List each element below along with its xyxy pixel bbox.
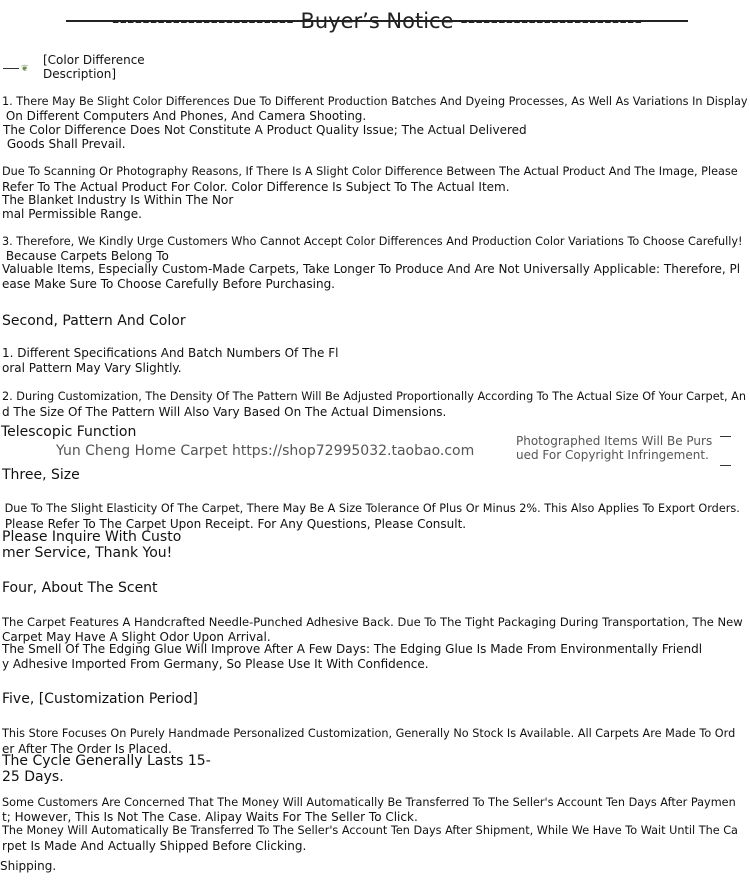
telescopic-label: Telescopic Function	[1, 424, 137, 440]
pattern-p1-line2: oral Pattern May Vary Slightly.	[2, 361, 182, 375]
customization-cycle-line2: 25 Days.	[2, 769, 64, 785]
pattern-p2-line1: 2. During Customization, The Density Of The Pattern Will Be Adjusted Proportionally According To The Actual Size Of Your Carpet, An	[2, 390, 746, 403]
color-p1-line1: 1. There May Be Slight Color Differences Due To Different Production Batches And Dyeing Processes, As Well As Variations In Display	[2, 95, 748, 108]
customization-p2-line1: Some Customers Are Concerned That The Money Will Automatically Be Transferred To The Seller's Account Ten Days After Paymen	[2, 796, 736, 809]
customization-p2-line2: t; However, This Is Not The Case. Alipay Waits For The Seller To Click.	[2, 810, 418, 824]
color-p1-line4: Goods Shall Prevail.	[3, 137, 126, 151]
customization-p2-line4: rpet Is Made And Actually Shipped Before Clicking.	[2, 839, 307, 853]
dash-mark-icon	[720, 436, 731, 437]
color-p1-line2: On Different Computers And Phones, And Camera Shooting.	[2, 109, 367, 123]
scent-p1-line1: The Carpet Features A Handcrafted Needle-Punched Adhesive Back. Due To The Tight Packaging During Transportation, The New	[2, 615, 743, 629]
size-p1-line1: Due To The Slight Elasticity Of The Carpet, There May Be A Size Tolerance Of Plus Or Minus 2%. This Also Applies To Export Orders.	[1, 502, 740, 515]
shop-watermark: Yun Cheng Home Carpet https://shop72995032.taobao.com	[56, 443, 475, 459]
pattern-heading: Second, Pattern And Color	[2, 313, 186, 329]
pattern-p2-line2: d The Size Of The Pattern Will Also Vary Based On The Actual Dimensions.	[2, 405, 447, 419]
customization-cycle-line1: The Cycle Generally Lasts 15-	[2, 753, 211, 769]
scent-p1-line2: Carpet May Have A Slight Odor Upon Arrival.	[2, 630, 271, 644]
size-inquire-line2: mer Service, Thank You!	[2, 545, 173, 561]
customization-p2-line3: The Money Will Automatically Be Transferred To The Seller's Account Ten Days After Shipment, While We Have To Wait Until The Ca	[2, 824, 738, 837]
color-p2-line3: The Blanket Industry Is Within The Nor	[2, 193, 234, 207]
copyright-line2: ued For Copyright Infringement.	[516, 448, 709, 462]
color-p3-line2: Because Carpets Belong To	[2, 249, 169, 263]
size-p1-line2: Please Refer To The Carpet Upon Receipt. For Any Questions, Please Consult.	[1, 517, 467, 531]
dash-mark-icon	[720, 465, 731, 466]
customization-p1-line1: This Store Focuses On Purely Handmade Personalized Customization, Generally No Stock Is Available. All Carpets Are Made To Ord	[2, 727, 736, 740]
color-p2-line4: mal Permissible Range.	[2, 207, 142, 221]
color-p3-line3: Valuable Items, Especially Custom-Made Carpets, Take Longer To Produce And Are Not Universally Applicable: Therefore, Pl	[2, 262, 741, 276]
color-p3-line1: 3. Therefore, We Kindly Urge Customers Who Cannot Accept Color Differences And Production Color Variations To Choose Carefully!	[2, 235, 743, 248]
color-p2-line1: Due To Scanning Or Photography Reasons, If There Is A Slight Color Difference Between The Actual Product And The Image, Please	[2, 165, 738, 178]
customization-heading: Five, [Customization Period]	[2, 691, 199, 707]
scent-p2-line2: y Adhesive Imported From Germany, So Please Use It With Confidence.	[2, 657, 429, 671]
color-difference-heading-1: [Color Difference	[43, 53, 145, 67]
scent-heading: Four, About The Scent	[2, 580, 158, 596]
color-p3-line4: ease Make Sure To Choose Carefully Before Purchasing.	[2, 277, 335, 291]
bullet-line-icon	[3, 68, 19, 69]
pattern-p1-line1: 1. Different Specifications And Batch Numbers Of The Fl	[2, 346, 339, 360]
leaf-icon: ❦	[21, 64, 29, 74]
customization-p2-line5: Shipping.	[0, 859, 57, 873]
color-p1-line3: The Color Difference Does Not Constitute A Product Quality Issue; The Actual Delivered	[3, 123, 527, 137]
color-difference-heading-2: Description]	[43, 67, 117, 81]
size-heading: Three, Size	[2, 467, 80, 483]
page-title: ------------------------ Buyer’s Notice ------------------------	[111, 9, 643, 33]
size-inquire-line1: Please Inquire With Custo	[2, 529, 182, 545]
copyright-line1: Photographed Items Will Be Purs	[516, 434, 713, 448]
color-p2-line2: Refer To The Actual Product For Color. Color Difference Is Subject To The Actual Item.	[2, 180, 510, 194]
scent-p2-line1: The Smell Of The Edging Glue Will Improve After A Few Days: The Edging Glue Is Made From Environmentally Friendl	[2, 642, 703, 656]
customization-p1-line2: er After The Order Is Placed.	[2, 742, 172, 756]
